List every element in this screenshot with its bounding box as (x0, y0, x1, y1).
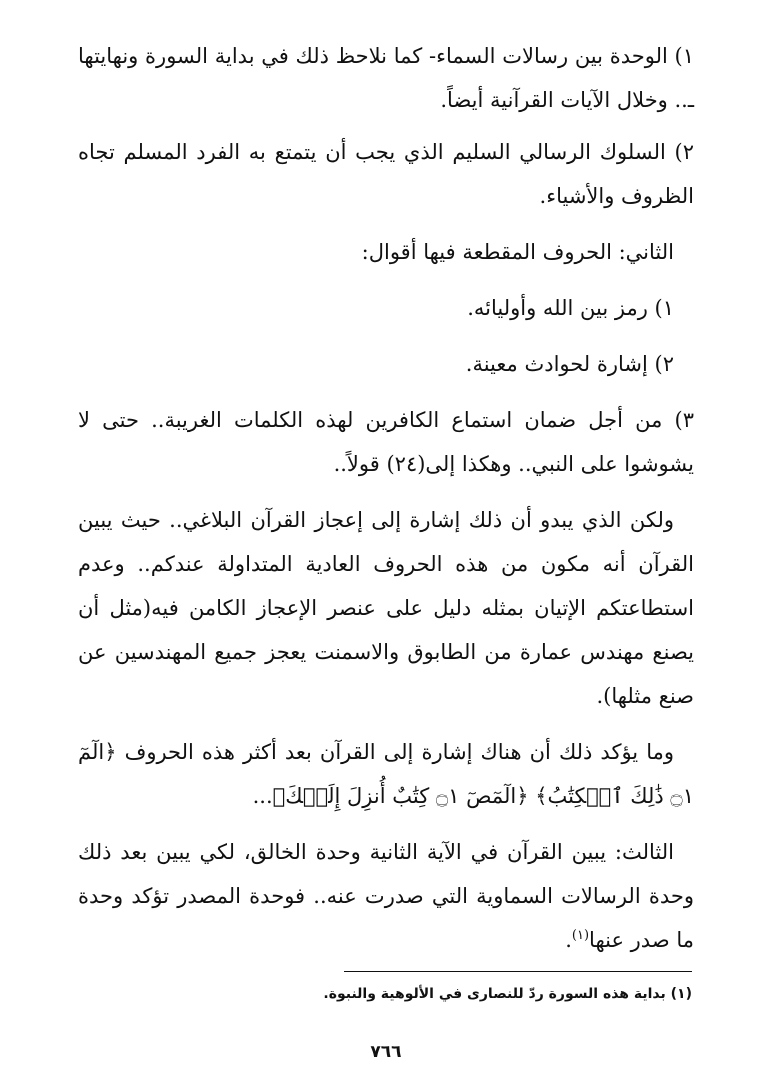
paragraph-third (78, 830, 694, 962)
paragraph-quran-reference: وما يؤكد ذلك أن هناك إشارة إلى القرآن بعد أكثر هذه الحروف ﴿الٓمٓ ۝١ ذَٰلِكَ ٱلۡكِتَٰبُ﴾ ﴿الٓمٓصٓ ۝١ كِتَٰبٌ أُنزِلَ إِلَيۡكَ﴾... (78, 740, 694, 808)
paragraph-miracle-explanation: ولكن الذي يبدو أن ذلك إشارة إلى إعجاز القرآن البلاغي.. حيث يبين القرآن أنه مكون من هذه الحروف العادية المتداولة عندكم.. وعدم استطاعتكم الإتيان بمثله دليل على عنصر الإعجاز الكامن فيه(مثل أن يصنع مهندس عمارة من الطابوق والاسمنت يعجز جميع المهندسين عن صنع مثلها). (78, 508, 694, 708)
page-body (78, 34, 694, 962)
footnote-divider (344, 971, 692, 972)
paragraph-point-2: ٢) السلوك الرسالي السليم الذي يجب أن يتمتع به الفرد المسلم تجاه الظروف والأشياء. (78, 140, 694, 208)
paragraph-third-end: . (565, 928, 572, 952)
paragraph-second-item-2: ٢) إشارة لحوادث معينة. (465, 352, 674, 376)
paragraph-second-item-1: ١) رمز بين الله وأوليائه. (467, 296, 674, 320)
paragraph-point-1: ١) الوحدة بين رسالات السماء- كما نلاحظ ذلك في بداية السورة ونهايتها ـ.. وخلال الآيات القرآنية أيضاً. (78, 44, 694, 112)
paragraph-third-text: الثالث: يبين القرآن في الآية الثانية وحدة الخالق، لكي يبين بعد ذلك وحدة الرسالات السماوية التي صدرت عنه.. فوحدة المصدر تؤكد وحدة ما صدر عنها (78, 840, 694, 952)
footnote-reference[interactable]: (١) (571, 928, 590, 943)
paragraph-second-heading: الثاني: الحروف المقطعة فيها أقوال: (361, 240, 674, 264)
paragraph-second-item-3: ٣) من أجل ضمان استماع الكافرين لهذه الكلمات الغريبة.. حتى لا يشوشوا على النبي.. وهكذا إلى(٢٤) قولاً.. (78, 408, 694, 476)
footnote-text: (١) بداية هذه السورة ردّ للنصارى في الألوهية والنبوة. (323, 986, 692, 1002)
page-number: ٧٦٦ (370, 1042, 402, 1062)
